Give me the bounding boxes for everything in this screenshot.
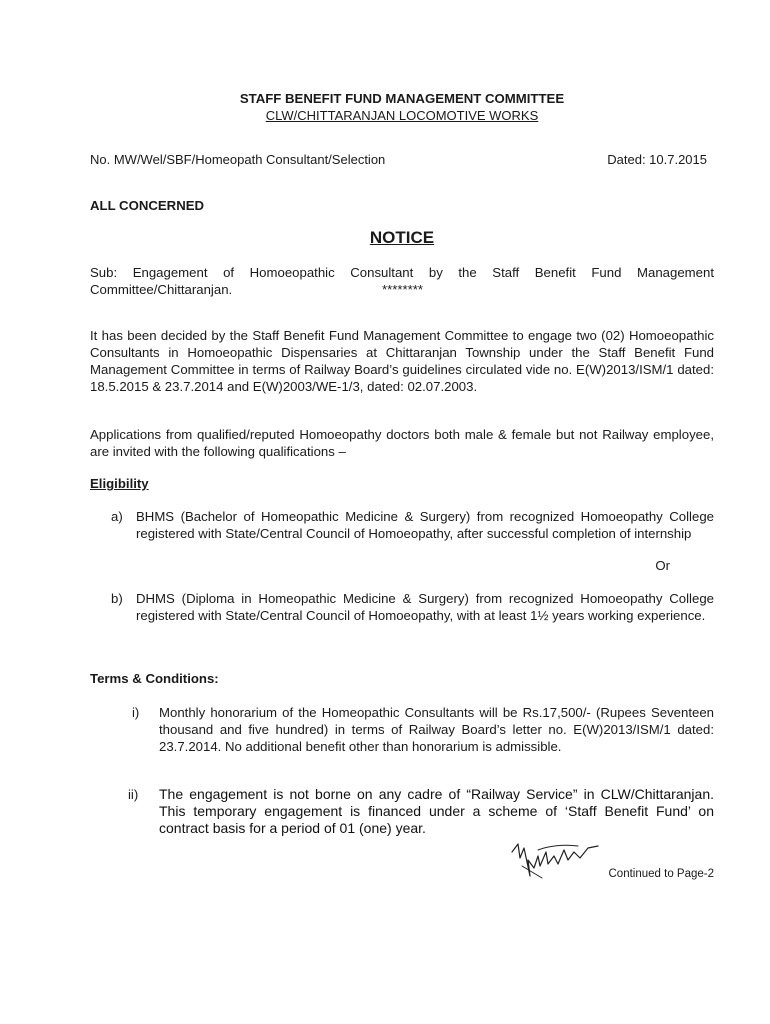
- committee-subtitle: CLW/CHITTARANJAN LOCOMOTIVE WORKS: [265, 108, 539, 123]
- addressee: ALL CONCERNED: [90, 198, 205, 213]
- term-i-text: Monthly honorarium of the Homeopathic Consultants will be Rs.17,500/- (Rupees Seventeen thousand and five hundred) in terms of Railway Board’s letter no. E(W)2013/ISM/1 dated: 23.7.2014. No additional benefit other than honorarium is admissible.: [159, 705, 714, 754]
- subject-line-2-row: [90, 281, 714, 298]
- notice-title: NOTICE: [369, 228, 435, 247]
- eligibility-item-b-label: b): [111, 591, 123, 606]
- body-paragraph-1: It has been decided by the Staff Benefit Fund Management Committee to engage two (02) Homoeopathic Consultants in Homoeopathic Dispensaries at Chittaranjan Township under the Staff Benefit Fund Management Committee in terms of Railway Board’s guidelines circulated vide no. E(W)2013/ISM/1 dated: 18.5.2015 & 23.7.2014 and E(W)2003/WE-1/3, dated: 02.07.2003.: [90, 328, 714, 394]
- eligibility-heading: Eligibility: [90, 476, 149, 491]
- subject-separator-stars: ********: [382, 282, 424, 297]
- subject-block: [90, 264, 714, 298]
- term-ii-label: ii): [128, 787, 139, 802]
- term-i-label: i): [132, 705, 140, 720]
- reference-number: No. MW/Wel/SBF/Homeopath Consultant/Selection: [90, 152, 386, 167]
- eligibility-item-a-text: BHMS (Bachelor of Homeopathic Medicine & Surgery) from recognized Homoeopathy College registered with State/Central Council of Homoeopathy, after successful completion of internship: [136, 509, 714, 541]
- committee-title: STAFF BENEFIT FUND MANAGEMENT COMMITTEE: [239, 91, 565, 106]
- eligibility-or: Or: [655, 558, 670, 573]
- eligibility-item-b-text: DHMS (Diploma in Homeopathic Medicine & Surgery) from recognized Homoeopathy College registered with State/Central Council of Homoeopathy, with at least 1½ years working experience.: [136, 591, 714, 623]
- handwritten-signature: [508, 838, 608, 884]
- terms-heading: Terms & Conditions:: [90, 671, 219, 686]
- subject-line-1: Sub: Engagement of Homoeopathic Consultant by the Staff Benefit Fund Management: [90, 265, 714, 280]
- continued-note: Continued to Page-2: [608, 868, 714, 880]
- reference-date: Dated: 10.7.2015: [607, 152, 707, 167]
- eligibility-item-a-label: a): [111, 509, 123, 524]
- term-ii-text: The engagement is not borne on any cadre of “Railway Service” in CLW/Chittaranjan. This temporary engagement is financed under a scheme of ‘Staff Benefit Fund’ on contract basis for a period of 01 (one) year.: [159, 786, 714, 836]
- body-paragraph-2: Applications from qualified/reputed Homoeopathy doctors both male & female but not Railway employee, are invited with the following qualifications –: [90, 427, 714, 459]
- subject-line-2: Committee/Chittaranjan.: [90, 282, 233, 297]
